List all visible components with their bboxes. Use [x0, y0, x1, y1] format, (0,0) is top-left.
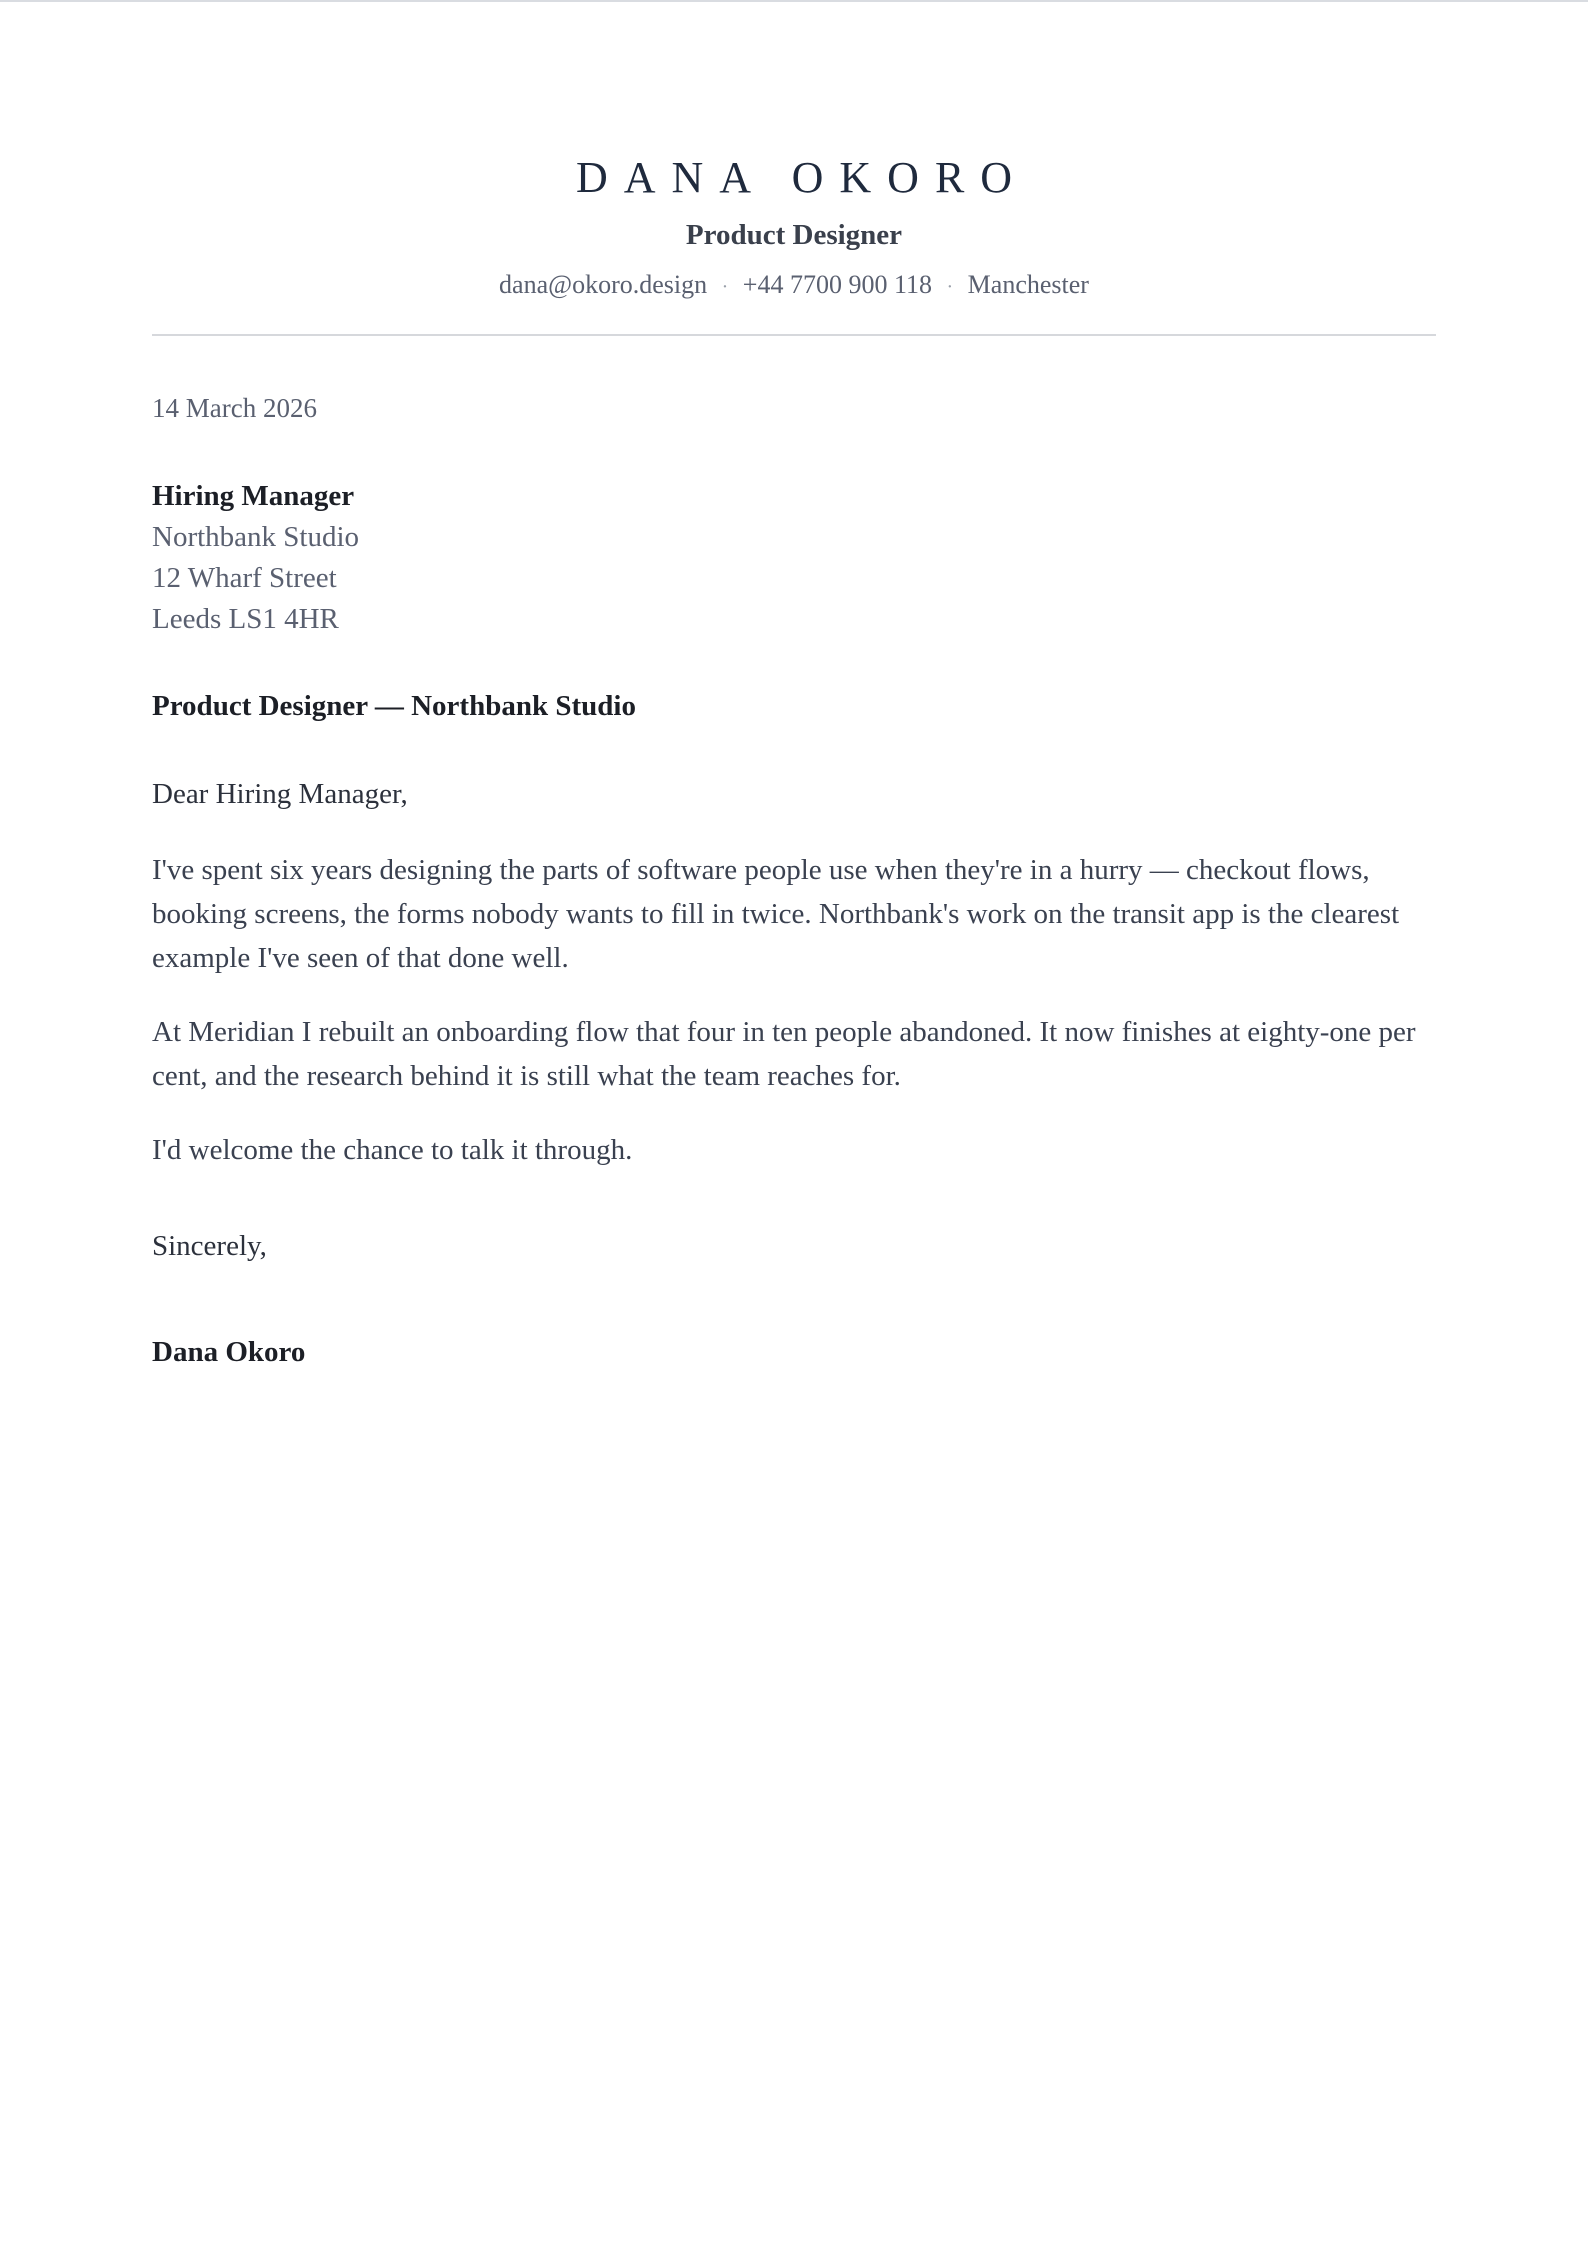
contact-separator: ·: [721, 276, 729, 298]
letter-subject: Product Designer — Northbank Studio: [152, 690, 636, 722]
recipient-street: 12 Wharf Street: [152, 562, 337, 594]
letter-date: 14 March 2026: [152, 393, 317, 423]
cover-letter-page: [152, 0, 1436, 1372]
recipient-city: Leeds LS1 4HR: [152, 603, 339, 635]
contact-email: dana@okoro.design: [499, 270, 708, 299]
contact-phone: +44 7700 900 118: [742, 270, 932, 299]
header-divider: [152, 334, 1436, 336]
recipient-block: [152, 476, 1436, 640]
recipient-company: Northbank Studio: [152, 521, 360, 553]
body-paragraph: At Meridian I rebuilt an onboarding flow that four in ten people abandoned. It now finishes at eighty-one per cent, and the research behind it is still what the team reaches for.: [152, 1016, 1416, 1092]
sender-name: DANA OKORO: [575, 153, 1029, 202]
salutation: Dear Hiring Manager,: [152, 778, 408, 810]
contact-separator: ·: [946, 276, 954, 298]
signature-name: Dana Okoro: [152, 1336, 306, 1368]
body-paragraph: I'd welcome the chance to talk it through.: [152, 1134, 633, 1166]
letterhead: [152, 0, 1436, 336]
body-paragraph: I've spent six years designing the parts of software people use when they're in a hurry — checkout flows, booking screens, the forms nobody wants to fill in twice. Northbank's work on the transit app is the clearest example I've seen of that done well.: [152, 854, 1400, 974]
contact-line: [152, 268, 1436, 304]
closing: Sincerely,: [152, 1230, 267, 1262]
recipient-name: Hiring Manager: [152, 480, 355, 512]
contact-location: Manchester: [967, 270, 1089, 299]
sender-role: Product Designer: [685, 219, 903, 251]
